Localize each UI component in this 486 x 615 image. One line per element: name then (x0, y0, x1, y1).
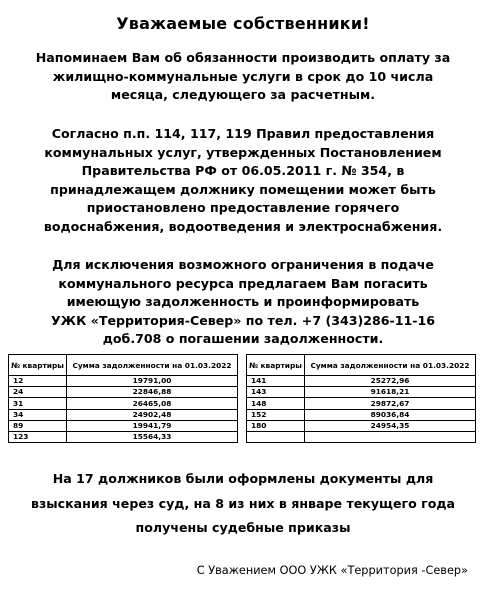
text-line: жилищно-коммунальные услуги в срок до 10 числа (52, 68, 434, 84)
text-line: доб.708 о погашении задолженности. (102, 331, 384, 347)
debt-cell: 24902,48 (67, 409, 238, 420)
legal-basis-paragraph (8, 125, 478, 237)
debt-table-left (8, 354, 238, 443)
text-line: взыскания через суд, на 8 из них в январе текущего года (30, 495, 456, 511)
debt-cell: 19941,79 (67, 420, 238, 431)
apartment-cell: 123 (9, 431, 67, 442)
text-line: Напоминаем Вам об обязанности производить оплату за (35, 50, 451, 65)
contact-paragraph (8, 256, 478, 349)
table-row (9, 409, 238, 420)
apartment-cell: 31 (9, 398, 67, 409)
text-line: коммунального ресурса предлагаем Вам погасить (58, 275, 428, 291)
apartment-column-header: № квартиры (247, 355, 305, 376)
apartment-cell: 180 (247, 420, 305, 431)
signature: С Уважением ООО УЖК «Территория -Север» (196, 564, 468, 577)
table-row (247, 409, 476, 420)
apartment-cell (247, 431, 305, 442)
debt-cell: 89036,84 (305, 409, 476, 420)
debt-cell: 29872,67 (305, 398, 476, 409)
text-line: водоснабжения, водоотведения и электроснабжения. (43, 218, 443, 234)
table-row (247, 398, 476, 409)
debt-cell: 25272,96 (305, 376, 476, 387)
text-line: УЖК «Территория-Север» по тел. +7 (343)286-11-16 (50, 312, 436, 328)
text-line: На 17 должников были оформлены документы для (52, 471, 434, 486)
debt-column-header: Сумма задолженности на 01.03.2022 (305, 355, 476, 376)
apartment-column-header: № квартиры (9, 355, 67, 376)
apartment-cell: 24 (9, 387, 67, 398)
table-row (9, 431, 238, 442)
table-row (9, 387, 238, 398)
table-row (247, 420, 476, 431)
apartment-cell: 148 (247, 398, 305, 409)
debt-cell: 15564,33 (67, 431, 238, 442)
table-row (9, 420, 238, 431)
debt-cell: 24954,35 (305, 420, 476, 431)
text-line: имеющую задолженность и проинформировать (66, 294, 420, 310)
table-row (247, 376, 476, 387)
apartment-cell: 34 (9, 409, 67, 420)
debt-column-header: Сумма задолженности на 01.03.2022 (67, 355, 238, 376)
text-line: получены судебные приказы (135, 520, 351, 535)
text-line: приостановлено предоставление горячего (86, 200, 400, 216)
text-line: месяца, следующего за расчетным. (110, 87, 376, 103)
apartment-cell: 89 (9, 420, 67, 431)
payment-reminder-paragraph (8, 49, 478, 105)
debt-cell (305, 431, 476, 442)
table-row (247, 431, 476, 442)
apartment-cell: 152 (247, 409, 305, 420)
text-line: принадлежащем должнику помещении может быть (50, 181, 436, 197)
debt-cell: 22846,88 (67, 387, 238, 398)
debt-cell: 19791,00 (67, 376, 238, 387)
apartment-cell: 143 (247, 387, 305, 398)
text-line: коммунальных услуг, утвержденных Постановлением (44, 144, 442, 160)
table-row (9, 398, 238, 409)
court-action-paragraph (8, 467, 478, 541)
text-line: Для исключения возможного ограничения в подаче (52, 257, 434, 272)
debt-table-right (246, 354, 476, 443)
table-row (9, 376, 238, 387)
text-line: Правительства РФ от 06.05.2011 г. № 354, в (81, 163, 405, 179)
table-header-row (9, 355, 238, 376)
table-row (247, 387, 476, 398)
text-line: Согласно п.п. 114, 117, 119 Правил предоставления (51, 126, 435, 141)
table-header-row (247, 355, 476, 376)
notice-title: Уважаемые собственники! (116, 14, 370, 33)
debt-cell: 26465,08 (67, 398, 238, 409)
apartment-cell: 12 (9, 376, 67, 387)
debt-cell: 91618,21 (305, 387, 476, 398)
apartment-cell: 141 (247, 376, 305, 387)
